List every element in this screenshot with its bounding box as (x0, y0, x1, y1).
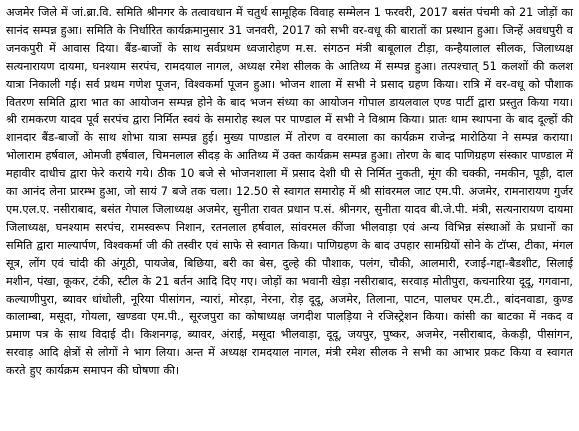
article-paragraph: अजमेर जिले में जां.ब्रा.वि. समिति श्रीनगर के तत्वावधान में चतुर्थ सामूहिक विवाह सम्मेलन 1 फरवरी, 2017 बसंत पंचमी को 21 जोड़ों का सानंद सम्पन्न हुआ। समिति के निर्धारित कार्यक्रमानुसार 31 जनवरी, 2017 को सभी वर-वधू की बारातों का प्रस्थान हुआ। जिन्हें अवधपुरी व जनकपुरी में आवास दिया। बैंड-बाजों के साथ सर्वप्रथम ध्वजारोहण म.स. संगठन मंत्री बाबूलाल टीड़ा, कन्हैयालाल सीलक, जिलाध्यक्ष सत्यनारायण दायमा, घनश्याम सरपंच, रामदयाल नागल, अध्यक्ष रमेश सीलक के आतिथ्य में सम्पन्न हुआ। तत्पश्चात् 51 कलशों की कलश यात्रा निकाली गई। सर्व प्रथम गणेश पूजन, विश्वकर्मा पूजन हुआ। भोजन शाला में सभी ने प्रसाद ग्रहण किया। रात्रि में वर-वधू को पौशाक वितरण समिति द्वारा भात का आयोजन सम्पन्न होने के बाद भजन संध्या का आयोजन गोपाल डायलवाल एण्ड पार्टी द्वारा प्रस्तुत किया गया। श्री रामकरण यादव पूर्व सरपंच द्वारा निर्मित स्वयं के समारोह स्थल पर पाण्डाल में सभी ने विश्राम किया। प्रातः थाम स्थापना के बाद दूल्हों की शानदार बैंड-बाजों के साथ शोभा यात्रा सम्पन्न हुई। मुख्य पाण्डाल में तोरण व वरमाला का कार्यक्रम राजेन्द्र मारोठिया ने सम्पन्न कराया। भोलाराम हर्षवाल, ओमजी हर्षवाल, चिमनलाल सीदड़ के आतिथ्य में उक्त कार्यक्रम सम्पन्न हुआ। तोरण के बाद पाणिग्रहण संस्कार पाण्डाल में महावीर दाधीच द्वारा फेरे कराये गये। ठीक 10 बजे से भोजनशाला में प्रसाद देशी घी से निर्मित नुकती, मूंग की चक्की, नमकीन, पूड़ी, दाल का आनंद लेना प्रारम्भ हुआ, जो सायं 7 बजे तक चला। 12.50 से स्वागत समारोह में श्री सांवरमल जाट एम.पी. अजमेर, रामनारायण गुर्जर एम.एल.ए. नसीराबाद, बसंत गेपाल जिलाध्यक्ष अजमेर, सुनीता रावत प्रधान प.सं. श्रीनगर, सुनीता यादव बी.जे.पी. मंत्री, सत्यनारायण दायमा जिलाध्यक्ष, घनश्याम सरपंच, रामस्वरूप निशान, रतनलाल हर्षवाल, सांवरमल कींजा भीलवाड़ा एवं अन्य विभिन्न संस्थाओं के प्रधानों का समिति द्वारा माल्यार्पण, विश्वकर्मा जी की तस्वीर एवं साफे से स्वागत किया। पाणिग्रहण के बाद उपहार सामग्रियों सोने के टॉप्स, टीका, मंगल सूत्र, लोंग एवं चांदी की अंगूठी, पायजेब, बिछिया, बरी का बेस, दुल्हे की पौशाक, पलंग, चौकी, आलमारी, रजाई-गद्दा-बैडशीट, सिलाई मशीन, पंखा, कूकर, टंकी, स्टील के 21 बर्तन आदि दिए गए। जोड़ों का भवानी खेड़ा नसीराबाद, सरवाड़ मोतीपुरा, कचनारिया दूदू, गगवाना, कल्याणीपुरा, ब्यावर धांधोली, नूरिया पीसांगन, न्यारां, मोरड़ा, नेरना, रोड़ दूदू, अजमेर, तिलाना, पाटन, पालघर एम.टी., बांदनवाडा, कुण्ड कालाम्बा, मसूदा, गोयला, खण्डवा एम.पी., सूरजपुरा का कोषाध्यक्ष जगदीश पालड़िया ने रजिस्ट्रेशन किया। कांसी का बाटका में नकद व प्रमाण पत्र के साथ विदाई दी। किशनगढ़, ब्यावर, अंराई, मसूदा भीलवाड़ा, दूदू, जयपुर, पुष्कर, अजमेर, नसीराबाद, केकड़ी, पीसांगन, सरवाड़ आदि क्षेत्रों से लोगों ने भाग लिया। अन्त में अध्यक्ष रामदयाल नागल, मंत्री रमेश सीलक ने सभी का आभार प्रकट किया व स्वागत करते हुए कार्यक्रम समापन की घोषणा की। (6, 6, 573, 378)
